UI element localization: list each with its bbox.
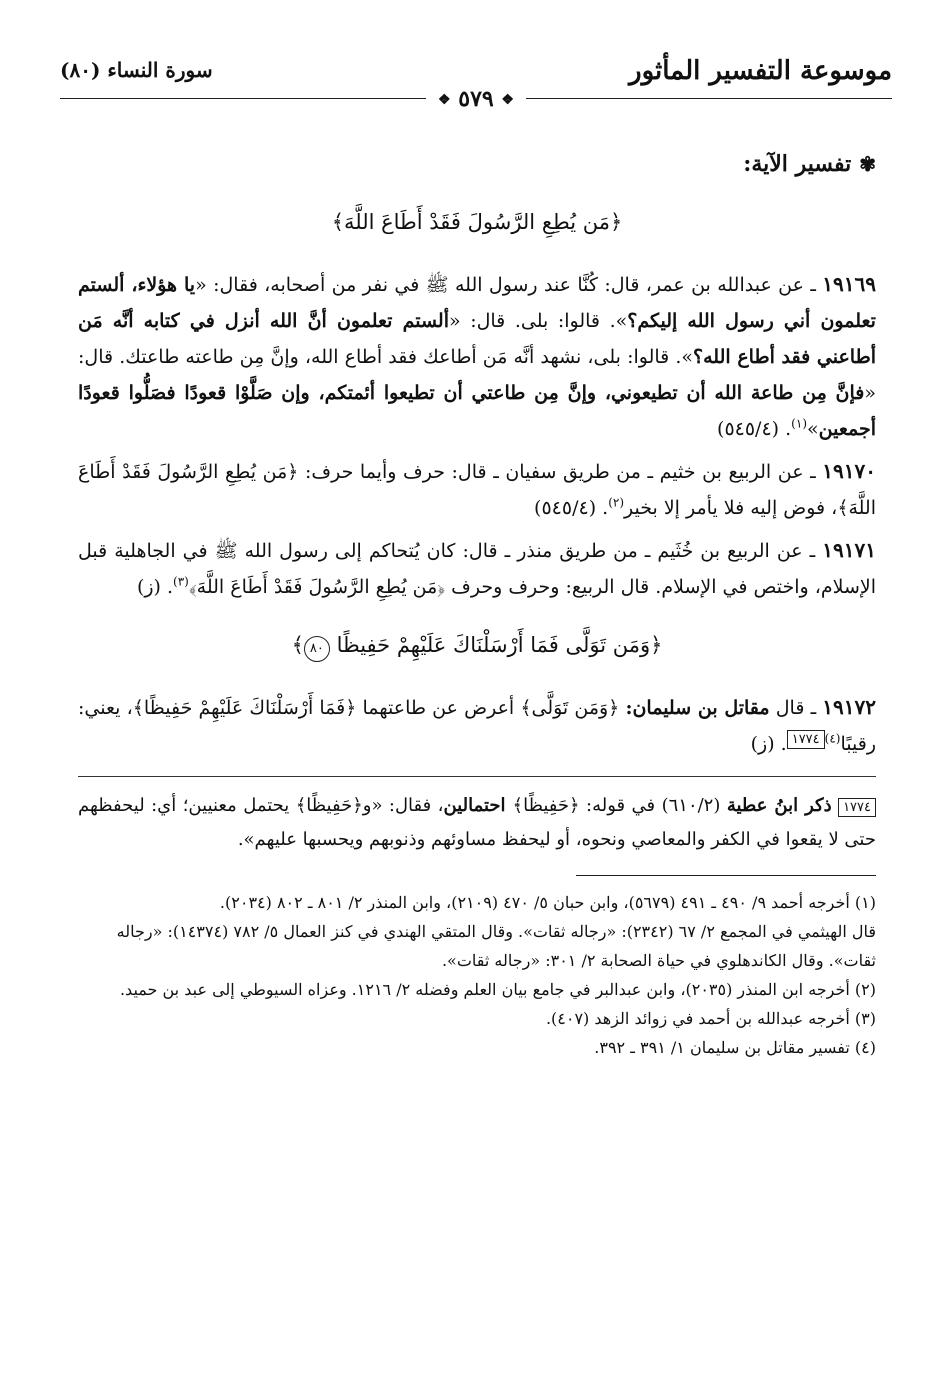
hadith-text: ، يعني: رقيبًا	[78, 697, 876, 755]
hadith-quote: فإنَّ مِن طاعة الله أن تطيعوني، وإنَّ مِن طاعتي أن تطيعوا أئمتكم، وإن صَلَّوْا قعودًا فصَلُّوا قعودًا أجمعين	[78, 382, 876, 440]
footnote: (٢) أخرجه ابن المنذر (٢٠٣٥)، وابن عبدالبر في جامع بيان العلم وفضله ٢/ ١٢١٦. وعزاه السيوطي إلى عبد بن حميد.	[119, 980, 876, 999]
footnote-ref[interactable]: (٢)	[608, 495, 625, 510]
footnote-rule	[576, 875, 876, 876]
hadith-19172	[78, 689, 876, 762]
verse-text: ﴿وَمَن تَوَلَّى فَمَا أَرْسَلْنَاكَ عَلَيْهِمْ حَفِيظًا	[336, 633, 663, 657]
hadith-text: ـ عن الربيع بن خثيم ـ من طريق سفيان ـ قال: حرف وأيما حرف:	[298, 461, 816, 483]
ornament-icon: ❖	[438, 92, 451, 108]
section-title-text: تفسير الآية:	[743, 151, 852, 177]
quran-quote: ﴿حَفِيظًا﴾	[512, 795, 580, 816]
quran-quote: ﴿فَمَا أَرْسَلْنَاكَ عَلَيْهِمْ حَفِيظًا﴾	[132, 697, 357, 719]
hadith-19170	[78, 453, 876, 526]
footnote-ref[interactable]: (١)	[791, 416, 807, 431]
hadith-quote: ألستم تعلمون أنَّ الله أنزل في كتابه أنَّه مَن أطاعني فقد أطاع الله؟	[78, 310, 876, 368]
quran-quote: ﴿مَن يُطِعِ الرَّسُولَ فَقَدْ أَطَاعَ اللَّهَ﴾	[78, 461, 876, 519]
hadith-text: أعرض عن طاعتهما	[356, 697, 521, 719]
hadith-number: ١٩١٦٩	[822, 272, 876, 296]
quran-quote: ﴿وَمَن تَوَلَّى﴾	[520, 697, 626, 719]
footnote: قال الهيثمي في المجمع ٢/ ٦٧ (٢٣٤٢): «رجاله ثقات». وقال المتقي الهندي في كنز العمال ٥/ ٧٨٢ (١٤٣٧٤): «رجاله ثقات». وقال الكاندهلوي في حياة الصحابة ٢/ ٣٠١: «رجاله ثقات».	[116, 922, 876, 970]
hadith-text: ». قالوا: بلى. قال: «	[449, 310, 628, 332]
footnote-ref[interactable]: (٤)	[824, 731, 841, 746]
verse-heading: ﴿مَن يُطِعِ الرَّسُولَ فَقَدْ أَطَاعَ اللَّهَ﴾	[331, 210, 623, 234]
page-number: ٥٧٩	[458, 86, 494, 112]
footnotes	[78, 888, 876, 1062]
note-number-box: ١٧٧٤	[838, 798, 876, 817]
hadith-number: ١٩١٧١	[822, 538, 876, 562]
flower-ornament-icon: ✾	[859, 152, 876, 176]
page-number-group	[426, 86, 526, 112]
note-separator	[78, 776, 876, 777]
hadith-text: ، فوض إليه فلا يأمر إلا بخير	[624, 497, 838, 519]
note-text: يحتمل معنيين؛ أي: ليحفظهم حتى لا يقعوا في الكفر والمعاصي ونحوه، أو ليحفظ مساوئهم وذنوبهم ويحسبها عليهم».	[78, 795, 876, 850]
hadith-number: ١٩١٧٠	[822, 459, 876, 483]
footnote-ref[interactable]: (٣)	[173, 574, 189, 589]
hadith-number: ١٩١٧٢	[822, 695, 877, 719]
hadith-text: ـ قال	[769, 697, 817, 719]
section-title	[78, 146, 876, 182]
note-text: ، فقال: «و	[362, 795, 444, 816]
verse-close: ﴾	[291, 633, 304, 657]
commentary-note	[78, 789, 876, 857]
footnote: (٣) أخرجه عبدالله بن أحمد في زوائد الزهد (٤٠٧).	[545, 1009, 876, 1028]
hadith-text: ـ عن عبدالله بن عمر، قال: كُنَّا عند رسول الله ﷺ في نفر من أصحابه، فقال: «	[195, 274, 816, 296]
narrator: مقاتل بن سليمان:	[625, 697, 770, 719]
main-content	[78, 140, 876, 1062]
footnote: (١) أخرجه أحمد ٩/ ٤٩٠ ـ ٤٩١ (٥٦٧٩)، وابن حبان ٥/ ٤٧٠ (٢١٠٩)، وابن المنذر ٢/ ٨٠١ ـ ٨٠٢ (٢٠٣٤).	[219, 893, 876, 912]
note-bold: ذكر ابنُ عطية	[726, 795, 832, 816]
note-bold: احتمالين	[443, 795, 513, 816]
footnote: (٤) تفسير مقاتل بن سليمان ١/ ٣٩١ ـ ٣٩٢.	[594, 1038, 876, 1057]
hadith-19169	[78, 266, 876, 447]
ayah-number-icon: ٨٠	[304, 636, 330, 662]
hadith-text: ». قالوا: بلى، نشهد أنَّه مَن أطاعك فقد أطاع الله، وإنَّ مِن طاعته طاعتك. قال: «	[78, 346, 876, 404]
hadith-quote: يا هؤلاء، ألستم تعلمون أني رسول الله إليكم؟	[78, 274, 876, 332]
book-title: موسوعة التفسير المأثور	[629, 56, 892, 86]
hadith-text: »	[807, 418, 819, 440]
volume-ref: . (٥٤٥/٤)	[534, 497, 609, 519]
ornament-icon: ❖	[501, 92, 514, 108]
quran-quote: ﴿حَفِيظًا﴾	[295, 795, 363, 816]
hadith-19171	[78, 532, 876, 605]
verse-heading-2	[78, 627, 876, 663]
surah-label: سورة النساء (٨٠)	[60, 58, 213, 82]
quran-quote: ﴿مَن يُطِعِ الرَّسُولَ فَقَدْ أَطَاعَ اللَّهَ﴾	[188, 576, 446, 598]
note-ref-box[interactable]: ١٧٧٤	[787, 730, 825, 749]
volume-ref: . (ز)	[136, 576, 174, 598]
volume-ref: . (٥٤٥/٤)	[717, 418, 792, 440]
volume-ref: . (ز)	[750, 733, 787, 755]
page-header	[60, 48, 892, 112]
note-text: (٦١٠/٢) في قوله:	[579, 795, 727, 816]
hadith-text: ـ عن الربيع بن خُثَيم ـ من طريق منذر ـ قال: كان يُتحاكم إلى رسول الله ﷺ في الجاهلية قبل الإسلام، واختص في الإسلام. قال الربيع: وحرف وحرف	[78, 540, 876, 598]
